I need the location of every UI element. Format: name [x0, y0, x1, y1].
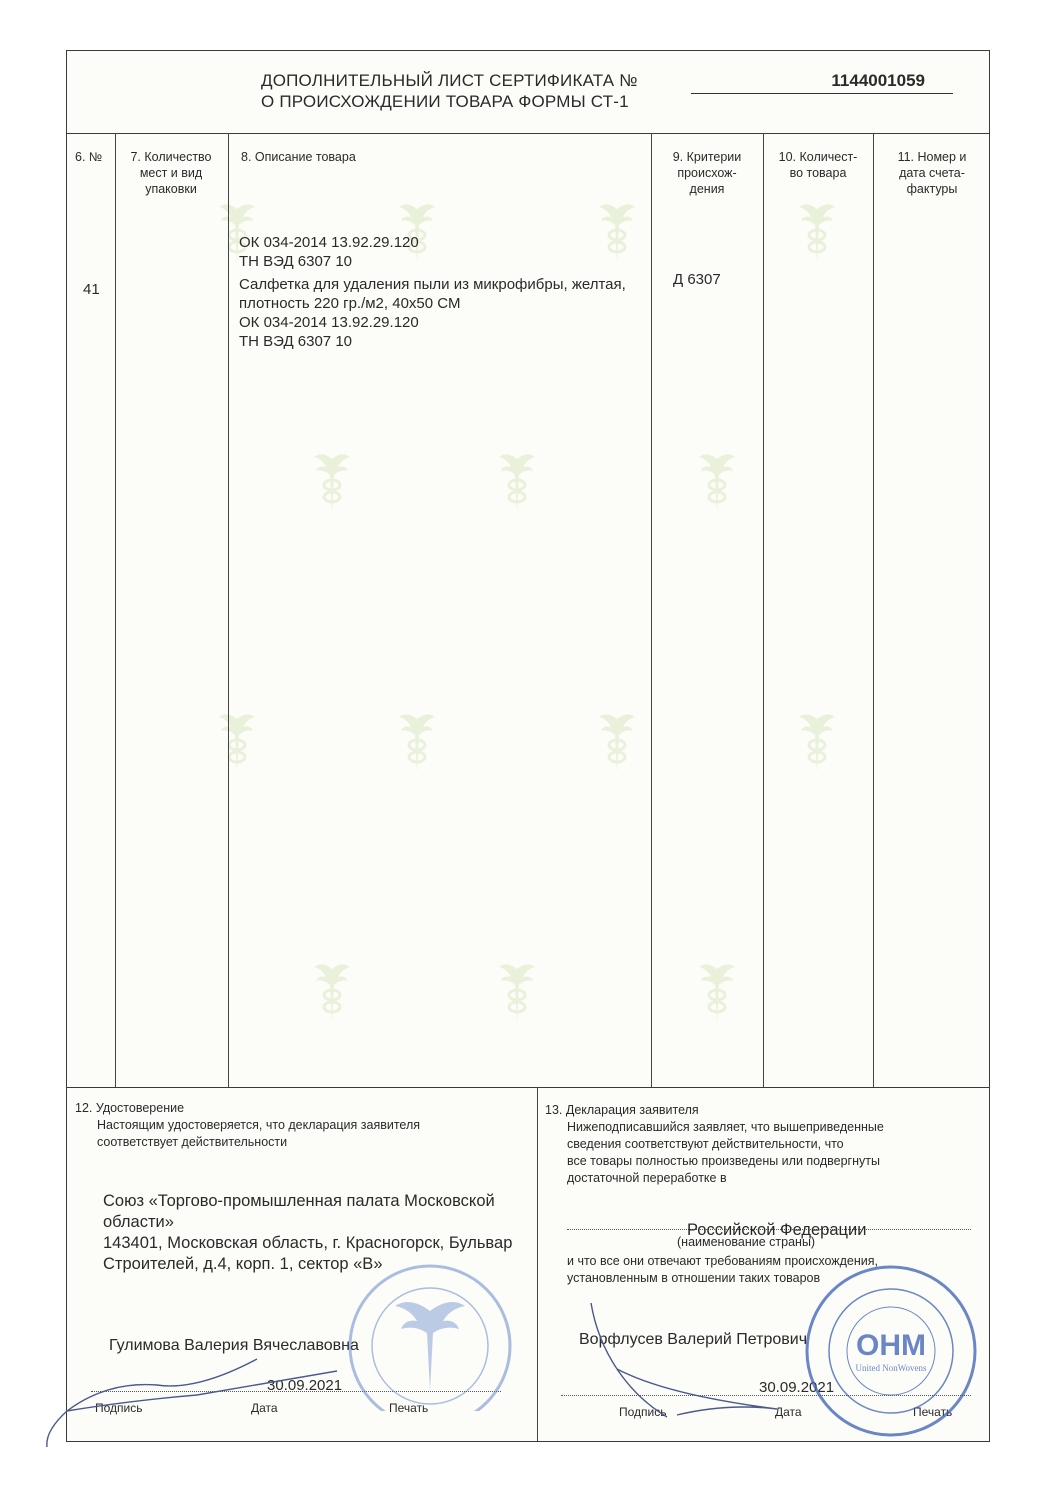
company-stamp	[803, 1263, 979, 1439]
column-divider	[873, 133, 874, 1088]
header-subtitle: О ПРОИСХОЖДЕНИИ ТОВАРА ФОРМЫ СТ-1	[261, 92, 629, 111]
certificate-sheet	[66, 50, 990, 1442]
goods-description: ОК 034-2014 13.92.29.120 ТН ВЭД 6307 10 Салфетка для удаления пыли из микрофибры, желтая, плотность 220 гр./м2, 40х50 СМ ОК 034-2014 13.92.29.120 ТН ВЭД 6307 10	[239, 234, 626, 350]
section13-text: Нижеподписавшийся заявляет, что вышеприведенные сведения соответствуют действительности, что все товары полностью произведены или подвергнуты достаточной переработке в	[567, 1120, 884, 1185]
col-header-criteria: 9. Критерии происхож- дения	[672, 150, 742, 196]
section13-sign-label: Подпись	[619, 1405, 667, 1419]
section12-title: 12. Удостоверение	[75, 1101, 185, 1115]
section13-signer: Ворфлусев Валерий Петрович	[579, 1331, 808, 1348]
header-title: ДОПОЛНИТЕЛЬНЫЙ ЛИСТ СЕРТИФИКАТА №	[261, 71, 638, 90]
col-header-packages: 7. Количество мест и вид упаковки	[130, 150, 212, 196]
section12-signer: Гулимова Валерия Вячеславовна	[109, 1337, 359, 1354]
certifying-organization: Союз «Торгово-промышленная палата Московской области» 143401, Московская область, г. Красногорск, Бульвар Строителей, д.4, корп. 1, сектор «В»	[103, 1192, 513, 1273]
section12-signature	[37, 1351, 367, 1471]
column-divider	[763, 133, 764, 1088]
section13-text2: и что все они отвечают требованиям происхождения, установленным в отношении таких товаров	[567, 1254, 878, 1285]
section12-date: 30.09.2021	[267, 1377, 343, 1394]
section12-seal-label: Печать	[389, 1401, 429, 1415]
stamp-logo: OHM	[856, 1329, 926, 1362]
column-divider	[651, 133, 652, 1088]
section13-seal-label: Печать	[913, 1405, 953, 1419]
column-divider	[228, 133, 229, 1088]
section13-date-label: Дата	[775, 1405, 802, 1419]
sections-divider	[67, 1087, 989, 1088]
certificate-header	[67, 51, 989, 134]
certificate-number: 1144001059	[831, 71, 925, 90]
col-header-description: 8. Описание товара	[241, 150, 356, 164]
section12-date-label: Дата	[251, 1401, 278, 1415]
section13-signature	[577, 1299, 817, 1439]
col-header-quantity: 10. Количест- во товара	[778, 150, 858, 180]
section-divider	[537, 1087, 538, 1441]
section12-sign-label: Подпись	[95, 1401, 143, 1415]
section12-text: Настоящим удостоверяется, что декларация заявителя соответствует действительности	[97, 1118, 421, 1149]
col-header-invoice: 11. Номер и дата счета- фактуры	[897, 150, 967, 196]
section13-title: 13. Декларация заявителя	[545, 1103, 699, 1117]
col-header-number: 6. №	[75, 150, 103, 164]
row-number: 41	[83, 281, 100, 298]
origin-criteria: Д 6307	[673, 271, 721, 288]
section13-date: 30.09.2021	[759, 1379, 835, 1396]
certificate-number-field	[691, 71, 953, 94]
column-divider	[115, 133, 116, 1088]
country-caption: (наименование страны)	[677, 1235, 816, 1249]
stamp-subtitle: United NonWovens	[855, 1363, 927, 1373]
origin-country: Российской Федерации	[687, 1221, 867, 1239]
